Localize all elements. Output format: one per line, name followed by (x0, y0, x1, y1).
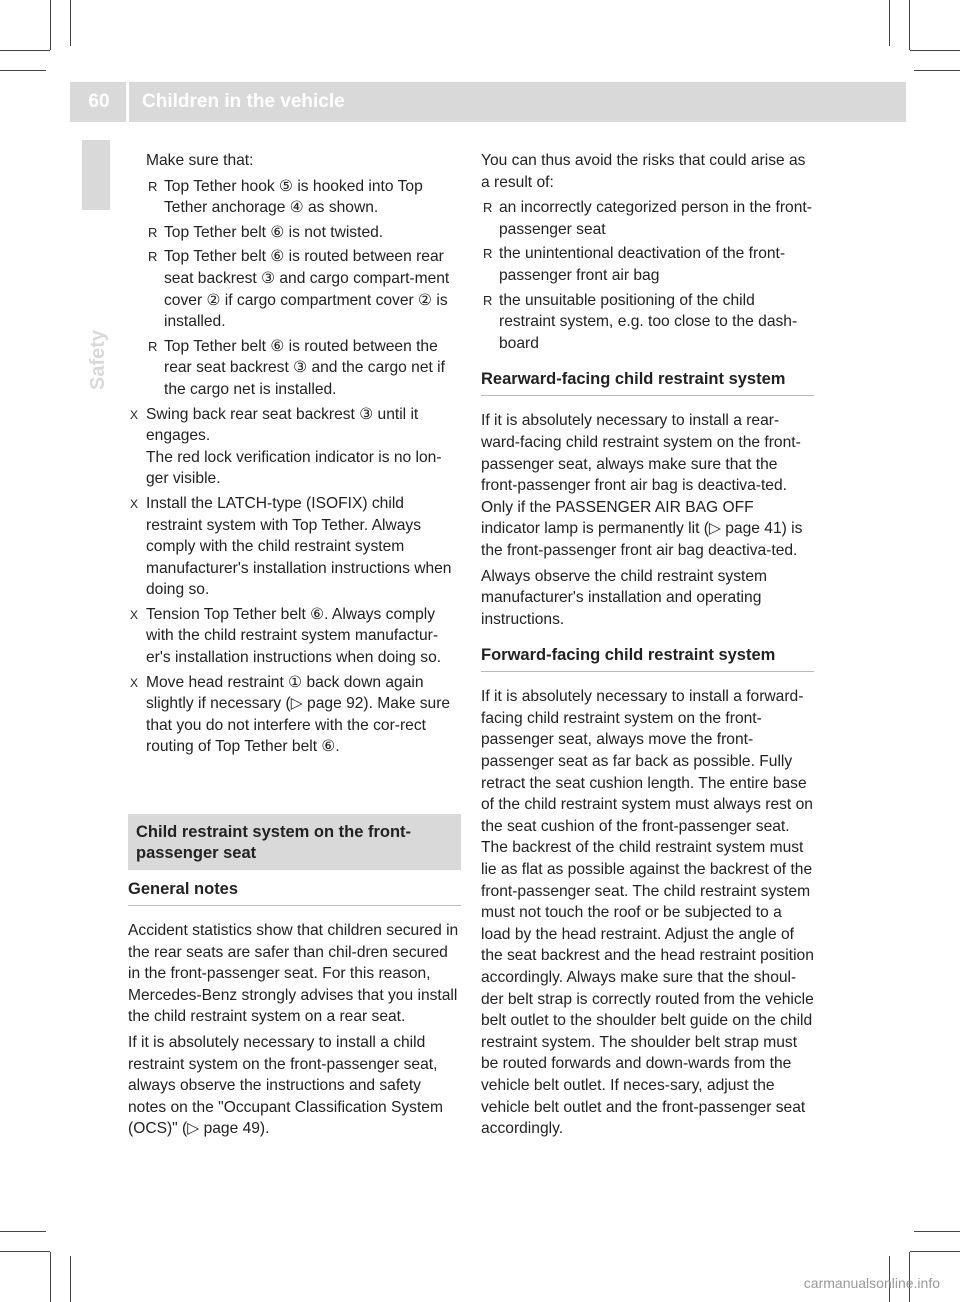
bullet-icon: R (148, 224, 158, 240)
crop-mark (0, 70, 46, 71)
paragraph: If it is absolutely necessary to install a forward-facing child restraint system on the front-passenger seat, always move the front-passenger seat as far back as possible. Fully retract the seat cushion length. The entire base of the child restraint system must always rest on the seat cushion of the front-passenger seat. The backrest of the child restraint system must lie as flat as possible against the backrest of the front-passenger seat. The child restraint system must not touch the roof or be subjected to a load by the head restraint. Adjust the angle of the seat backrest and the head restraint position accordingly. Always make sure that the shoul-der belt strap is correctly routed from the vehicle belt outlet to the shoulder belt guide on the child restraint system. The shoulder belt strap must be routed forwards and down-wards from the vehicle belt outlet. If neces-sary, adjust the vehicle belt outlet and the front-passenger seat accordingly. (481, 688, 814, 1138)
crop-mark (0, 1231, 46, 1232)
subsection-title: Rearward-facing child restraint system (481, 368, 814, 396)
list-item: R Top Tether belt ⑥ is routed between the rear seat backrest ③ and the cargo net if the cargo net is installed. (148, 337, 445, 398)
crop-mark (70, 0, 71, 46)
instruction-step: X Install the LATCH-type (ISOFIX) child restraint system with Top Tether. Always comply with the child restraint system manufacturer's installation instructions when doing so. (130, 494, 452, 599)
crop-mark (50, 0, 51, 50)
intro-text: You can thus avoid the risks that could arise as a result of: (481, 152, 806, 191)
crop-mark (889, 0, 890, 46)
bullet-icon: R (148, 338, 158, 354)
section-side-tab-label: Safety (87, 329, 109, 390)
section-side-tab (83, 300, 113, 390)
paragraph: If it is absolutely necessary to install a rear-ward-facing child restraint system on the front-passenger seat, always make sure that the front-passenger front air bag is deactiva-ted. Only if the PASSENGER AIR BAG OFF indicator lamp is permanently lit (▷ page 41) is the front-passenger front air bag deactiva-ted. (481, 412, 803, 559)
paragraph: Accident statistics show that children secured in the rear seats are safer than chil-dren secured in the front-passenger seat. For this reason, Mercedes-Benz strongly advises that you install the child restraint system on a rear seat. (128, 922, 459, 1026)
subsection-title: Forward-facing child restraint system (481, 644, 814, 672)
header-divider (126, 82, 129, 122)
step-arrow-icon: X (130, 407, 139, 422)
instruction-step: X Move head restraint ① back down again slightly if necessary (▷ page 92). Make sure that you do not interfere with the cor-rect routing of Top Tether belt ⑥. (130, 673, 451, 756)
crop-mark (909, 0, 910, 50)
bullet-icon: R (148, 178, 158, 194)
subsection-title: General notes (128, 878, 461, 906)
chapter-title: Children in the vehicle (142, 91, 345, 112)
instruction-step: X Swing back rear seat backrest ③ until it engages. The red lock verification indicator is no lon-ger visible. (130, 405, 442, 488)
left-column (128, 150, 461, 1144)
page-number: 60 (88, 91, 110, 112)
step-arrow-icon: X (130, 607, 139, 622)
crop-mark (914, 70, 960, 71)
crop-mark (0, 1251, 50, 1252)
page-header (70, 82, 906, 122)
side-thumb-block (82, 140, 110, 210)
crop-mark (50, 1252, 51, 1302)
instruction-step: X Tension Top Tether belt ⑥. Always comply with the child restraint system manufactur-er's installation instructions when doing so. (130, 605, 442, 667)
paragraph: Always observe the child restraint system manufacturer's installation and operating instructions. (481, 567, 767, 628)
list-item: R the unsuitable positioning of the child restraint system, e.g. too close to the dash-board (483, 291, 798, 352)
step-note: The red lock verification indicator is no lon-ger visible. (146, 448, 442, 488)
list-item: R an incorrectly categorized person in the front-passenger seat (483, 199, 812, 238)
crop-mark (910, 1251, 960, 1252)
list-item: R Top Tether belt ⑥ is routed between rear seat backrest ③ and cargo compart-ment cover ② if cargo compartment cover ② is installed. (148, 248, 450, 331)
crop-mark (0, 50, 50, 51)
step-arrow-icon: X (130, 496, 139, 511)
bullet-icon: R (483, 292, 493, 308)
step-arrow-icon: X (130, 675, 139, 690)
bullet-icon: R (483, 200, 493, 216)
list-item: R Top Tether belt ⑥ is not twisted. (146, 222, 461, 244)
crop-mark (910, 50, 960, 51)
list-item: R the unintentional deactivation of the front-passenger front air bag (483, 245, 786, 284)
bullet-icon: R (148, 249, 158, 265)
intro-text: Make sure that: (146, 152, 254, 169)
right-column (481, 150, 814, 1144)
list-item: R Top Tether hook ⑤ is hooked into Top Tether anchorage ④ as shown. (148, 177, 423, 217)
section-title: Child restraint system on the front-passenger seat (128, 814, 461, 870)
watermark: carmanualsonline.info (803, 1275, 940, 1291)
bullet-icon: R (483, 246, 493, 262)
paragraph: If it is absolutely necessary to install a child restraint system on the front-passenger seat, always observe the instructions and safety notes on the "Occupant Classification System (OCS)" (▷ page 49). (128, 1034, 443, 1138)
crop-mark (914, 1231, 960, 1232)
crop-mark (70, 1256, 71, 1302)
